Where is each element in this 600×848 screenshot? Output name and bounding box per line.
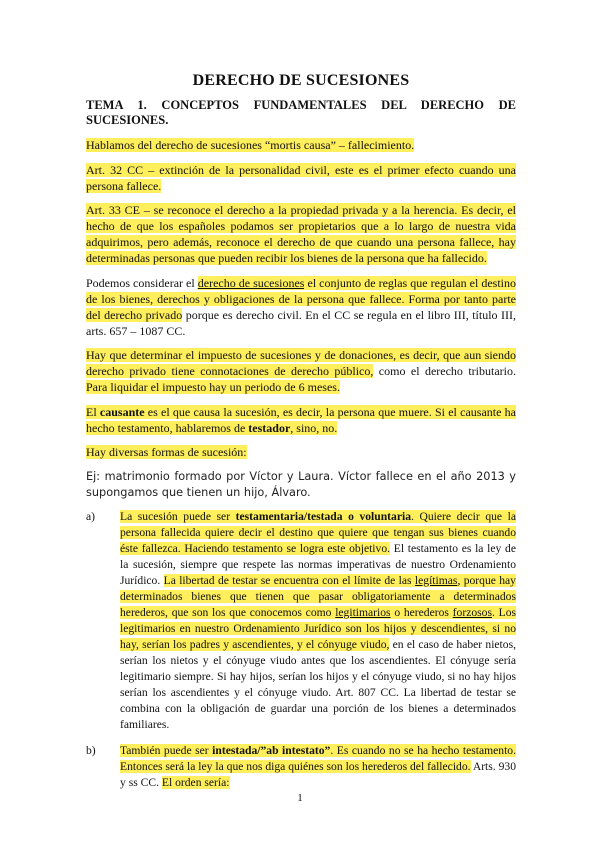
text-run: como el derecho tributario. bbox=[373, 364, 517, 378]
list-item bbox=[86, 509, 516, 733]
highlight bbox=[120, 744, 516, 773]
bold-term: testamentaria/testada o voluntaria bbox=[235, 510, 411, 523]
text-run: La sucesión puede ser bbox=[120, 510, 236, 523]
paragraph-mortis-causa bbox=[86, 137, 516, 153]
text-run: Arts. 930 y ss CC. bbox=[120, 760, 516, 789]
highlight: el conjunto de reglas que regulan el destino de los bienes, derechos y obligaciones de la persona que fallece. Forma por tanto parte del derecho privado bbox=[86, 275, 517, 322]
highlight: Hablamos del derecho de sucesiones “mortis causa” – fallecimiento. bbox=[86, 138, 415, 152]
text-run: El testamento es la ley de la sucesión, siempre que respete las normas imperativas de nuestro Ordenamiento Jurídico. bbox=[120, 542, 516, 587]
text-run: o herederos bbox=[390, 606, 453, 619]
text-run: es el que causa la sucesión, es decir, la persona que muere. Si el causante ha hecho testamento, hablaremos de bbox=[86, 404, 516, 435]
text-run: Podemos considerar el bbox=[86, 275, 198, 290]
underlined-term: legítimas bbox=[414, 574, 458, 587]
bold-term: intestada/”ab intestato” bbox=[212, 744, 331, 757]
text-run: La libertad de testar se encuentra con el límite de las bbox=[163, 574, 415, 587]
page-number: 1 bbox=[297, 792, 303, 804]
list-item bbox=[86, 743, 516, 791]
highlight: El orden sería: bbox=[161, 776, 230, 789]
highlight: Hay diversas formas de sucesión: bbox=[86, 445, 247, 459]
document-title: DERECHO DE SUCESIONES bbox=[192, 72, 410, 89]
paragraph-impuesto bbox=[86, 347, 516, 395]
text-run: . Quiere decir que la persona fallecida quiere decir el destino que quiere que tengan sus bienes cuando éste fallezca. Haciendo testamento se logra este objetivo. bbox=[120, 510, 516, 555]
bold-term: causante bbox=[99, 404, 145, 419]
underlined-term: legitimarios bbox=[335, 606, 391, 619]
list-marker: a) bbox=[86, 510, 96, 523]
text-run: , porque hay determinados bienes que tienen que pasar obligatoriamente a determinados herederos, que son los que conocemos como bbox=[120, 574, 516, 619]
text-run: en el caso de haber nietos, serían los nietos y el cónyuge viudo antes que los ascendientes. El cónyuge sería legitimario siempre. Si hay hijos, serían los hijos y el cónyuge viudo, si no hay hijos serían los ascendientes y el cónyuge viudo. Art. 807 CC. La libertad de testar se combina con la obligación de guardar una porción de los bienes a determinados familiares. bbox=[120, 638, 516, 731]
text-run: porque es derecho civil. En el CC se regula en el libro III, título III, arts. 657 – 1087 CC. bbox=[86, 307, 516, 338]
highlight-block bbox=[86, 405, 516, 435]
text-run: También puede ser bbox=[120, 744, 213, 757]
text-run: . Los legitimarios en nuestro Ordenamiento Jurídico son los hijos y descendientes, si no hay, serían los padres y ascendientes, y el cónyuge viudo, bbox=[120, 606, 516, 651]
list-item-body bbox=[120, 509, 516, 733]
highlight: Art. 33 CE – se reconoce el derecho a la propiedad privada y a la herencia. Es decir, el hecho de que los españoles podamos ser propietarios que a lo largo de nuestra vida adquirimos, pero además, reconoce el derecho de que cuando una persona fallece, hay determinadas personas que pueden recibir los bienes de la persona que ha fallecido. bbox=[86, 203, 516, 265]
topic-heading: TEMA 1. CONCEPTOS FUNDAMENTALES DEL DERECHO DE SUCESIONES. bbox=[86, 98, 516, 127]
paragraph-example: Ej: matrimonio formado por Víctor y Laura. Víctor fallece en el año 2013 y supongamos que tienen un hijo, Álvaro. bbox=[86, 469, 516, 499]
paragraph-definition bbox=[86, 275, 516, 339]
highlight: Hay que determinar el impuesto de sucesiones y de donaciones, es decir, que aun siendo derecho privado tiene connotaciones de derecho público, bbox=[86, 348, 516, 378]
succession-list bbox=[86, 509, 516, 791]
list-marker: b) bbox=[86, 744, 96, 757]
underlined-term: forzosos bbox=[452, 606, 492, 619]
text-run: , sino, no. bbox=[290, 420, 338, 435]
paragraph-formas bbox=[86, 444, 516, 460]
list-item-body bbox=[120, 743, 516, 791]
highlight: Art. 32 CC – extinción de la personalidad civil, este es el primer efecto cuando una persona fallece. bbox=[86, 162, 516, 193]
page-content bbox=[86, 72, 516, 801]
text-run: El bbox=[86, 404, 100, 419]
paragraph-causante bbox=[86, 404, 516, 436]
highlight-underlined: derecho de sucesiones bbox=[197, 275, 305, 290]
text-run: . Es cuando no se ha hecho testamento. Entonces será la ley la que nos diga quiénes son los herederos del fallecido. bbox=[120, 744, 516, 773]
highlight: Para liquidar el impuesto hay un periodo de 6 meses. bbox=[86, 380, 340, 394]
paragraph-art-33 bbox=[86, 202, 516, 266]
bold-term: testador bbox=[248, 420, 291, 435]
paragraph-art-32 bbox=[86, 162, 516, 194]
